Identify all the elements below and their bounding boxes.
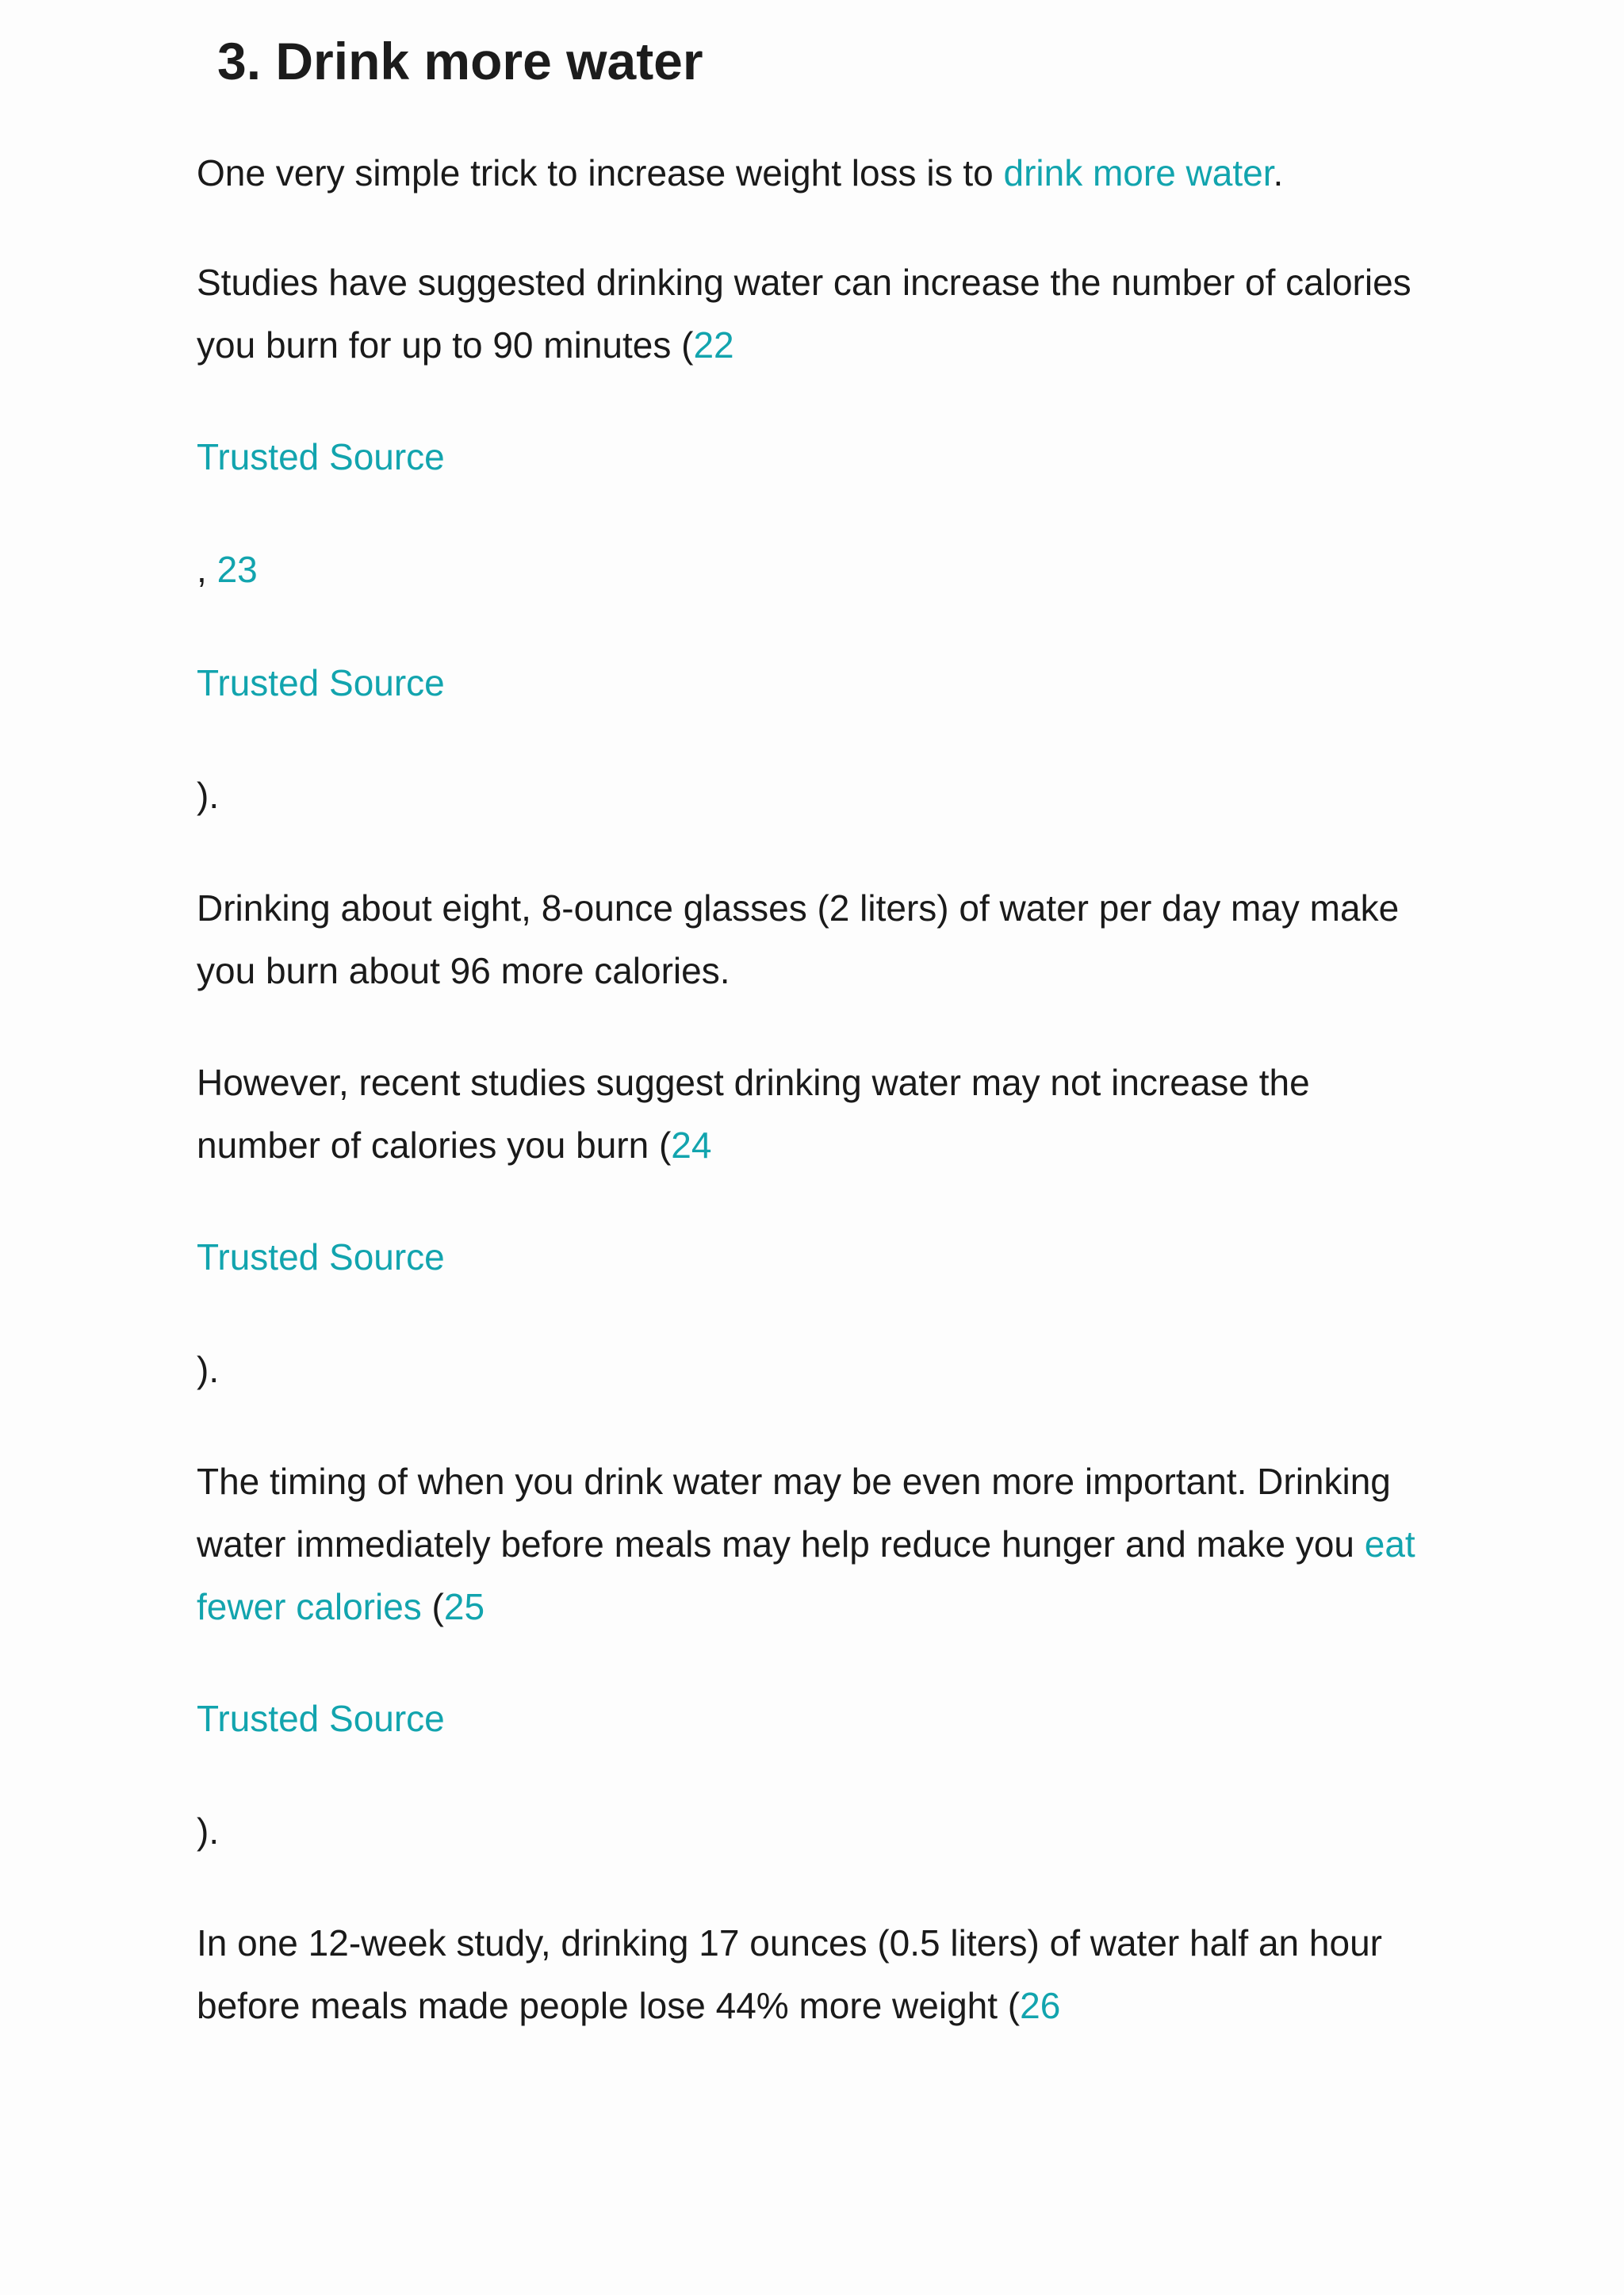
timing-line-1: The timing of when you drink water may be even more important. Drinking xyxy=(197,1461,1391,1502)
twelve-week-study-line-1: In one 12-week study, drinking 17 ounces (0.5 liters) of water half an hour xyxy=(197,1922,1382,1964)
reference-23-link[interactable]: 23 xyxy=(216,549,258,590)
closing-paren-1: ). xyxy=(197,775,220,816)
trusted-source-link-2[interactable]: Trusted Source xyxy=(197,662,445,703)
reference-25-link[interactable]: 25 xyxy=(443,1586,485,1627)
reference-22-link[interactable]: 22 xyxy=(693,324,734,366)
reference-26-link[interactable]: 26 xyxy=(1020,1985,1061,2026)
reference-23-line xyxy=(197,551,258,588)
paragraph-intro xyxy=(197,152,1284,193)
timing-line-2-text: water immediately before meals may help reduce hunger and make you xyxy=(197,1523,1365,1565)
studies-line-2 xyxy=(197,324,734,366)
section-heading: 3. Drink more water xyxy=(217,32,703,90)
recent-studies-line-2-text: number of calories you burn ( xyxy=(197,1125,672,1166)
closing-paren-3: ). xyxy=(197,1810,220,1852)
eight-glasses-line-2: you burn about 96 more calories. xyxy=(197,950,730,991)
reference-24-link[interactable]: 24 xyxy=(671,1125,712,1166)
timing-line-3-paren: ( xyxy=(421,1586,444,1627)
ref-separator: , xyxy=(197,549,217,590)
drink-more-water-link[interactable]: drink more water xyxy=(1003,152,1274,193)
trusted-source-link-1[interactable]: Trusted Source xyxy=(197,436,445,477)
recent-studies-line-2 xyxy=(197,1125,712,1166)
recent-studies-line-1: However, recent studies suggest drinking water may not increase the xyxy=(197,1062,1310,1103)
eat-fewer-calories-link-part-2[interactable]: fewer calories xyxy=(197,1586,422,1627)
eight-glasses-line-1: Drinking about eight, 8-ounce glasses (2 liters) of water per day may make xyxy=(197,887,1400,929)
timing-line-2 xyxy=(197,1523,1415,1565)
closing-paren-2: ). xyxy=(197,1349,220,1390)
trusted-source-link-3[interactable]: Trusted Source xyxy=(197,1236,445,1278)
timing-line-3 xyxy=(197,1588,485,1625)
twelve-week-study-line-2-text: before meals made people lose 44% more weight ( xyxy=(197,1985,1021,2026)
eat-fewer-calories-link-part-1[interactable]: eat xyxy=(1364,1523,1415,1565)
studies-line-1: Studies have suggested drinking water can increase the number of calories xyxy=(197,262,1411,303)
studies-line-2-text: you burn for up to 90 minutes ( xyxy=(197,324,694,366)
twelve-week-study-line-2 xyxy=(197,1987,1060,2024)
trusted-source-link-4[interactable]: Trusted Source xyxy=(197,1698,445,1739)
intro-text: One very simple trick to increase weight loss is to xyxy=(197,152,1004,193)
intro-period: . xyxy=(1273,152,1284,193)
